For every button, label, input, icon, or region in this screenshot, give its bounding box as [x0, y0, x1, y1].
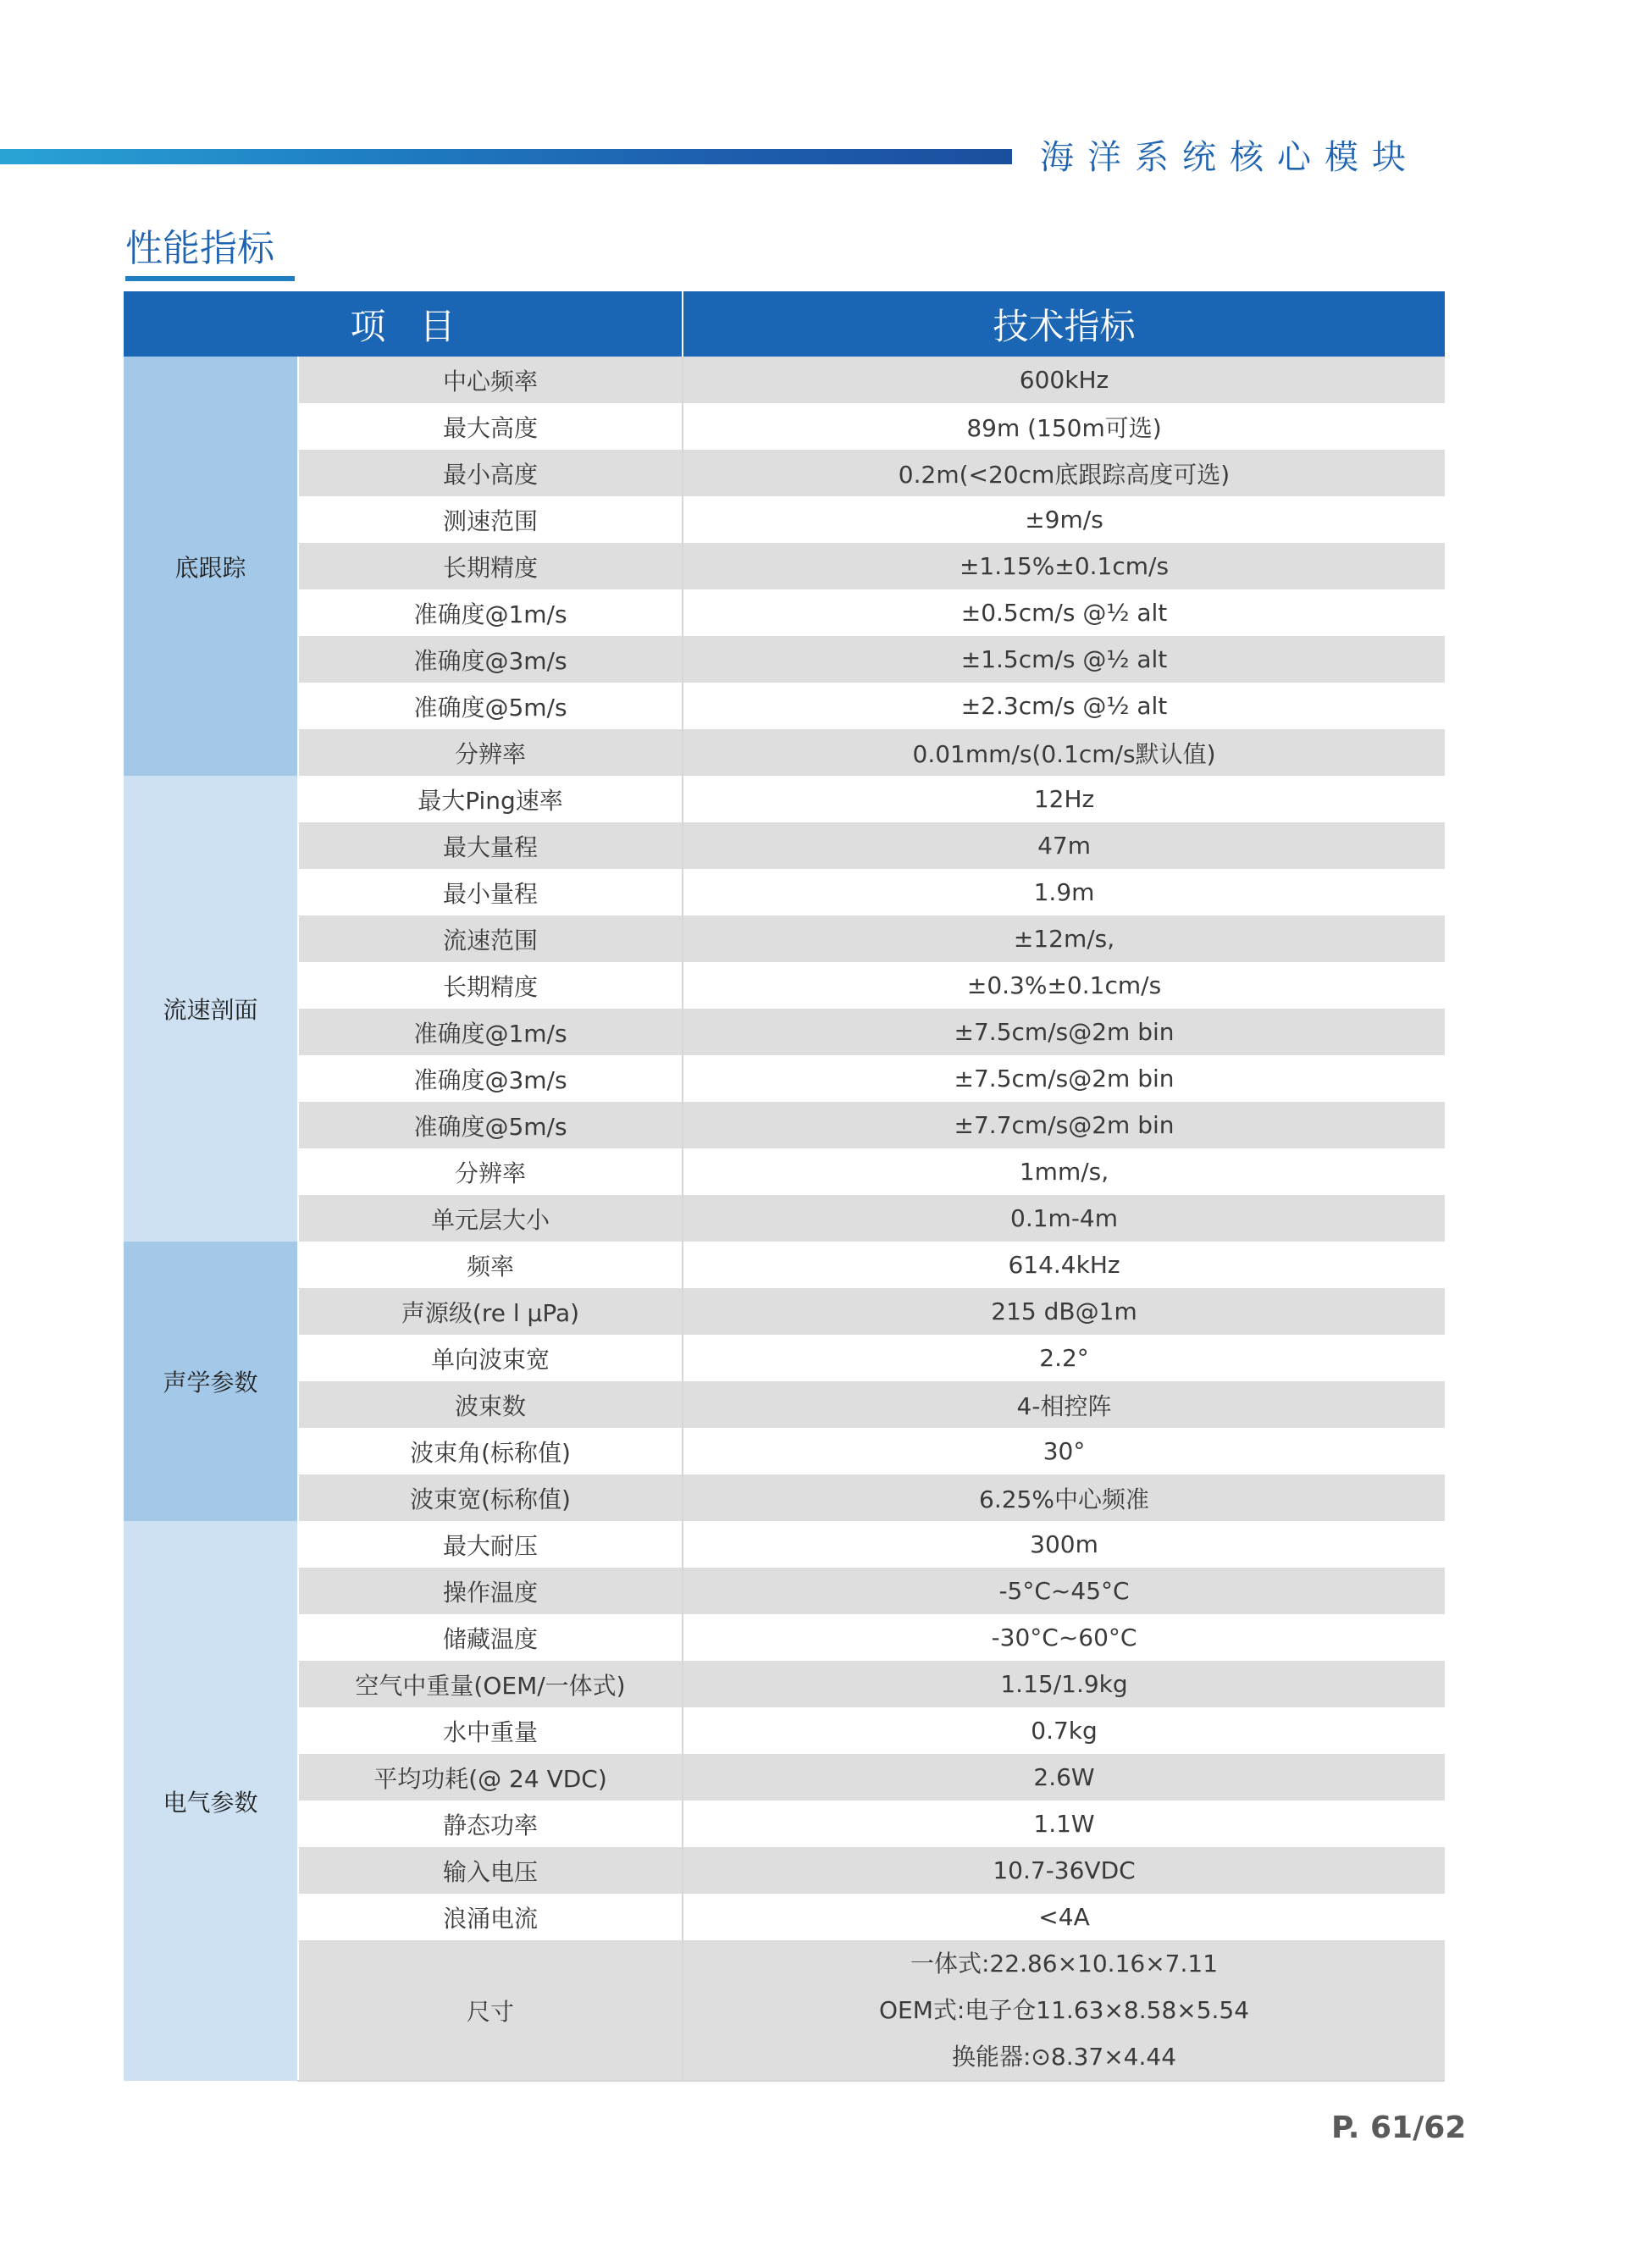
item-cell: 准确度@5m/s	[298, 683, 683, 729]
value-cell: 2.2°	[683, 1335, 1445, 1381]
value-cell: 300m	[683, 1521, 1445, 1568]
item-cell: 单向波束宽	[298, 1335, 683, 1381]
header-accent-bar	[0, 149, 1012, 164]
table-row	[124, 915, 1445, 962]
section-title: 性能指标	[125, 227, 274, 270]
spec-table	[124, 291, 1445, 2082]
dimension-line: 换能器:⊙8.37×4.44	[951, 2043, 1177, 2071]
value-cell: 1.9m	[683, 869, 1445, 915]
value-cell: ±2.3cm/s @½ alt	[683, 683, 1445, 729]
category-cell-bottom-tracking: 底跟踪	[124, 357, 298, 776]
value-cell: 10.7-36VDC	[683, 1847, 1445, 1894]
table-row	[124, 1568, 1445, 1614]
item-cell: 中心频率	[298, 357, 683, 403]
table-row	[124, 1661, 1445, 1707]
item-cell: 波束数	[298, 1381, 683, 1428]
table-row	[124, 1102, 1445, 1148]
dimension-line: OEM式:电子仓11.63×8.58×5.54	[878, 1996, 1250, 2024]
table-row	[124, 543, 1445, 589]
value-cell: ±1.5cm/s @½ alt	[683, 636, 1445, 683]
value-cell: 6.25%中心频准	[683, 1474, 1445, 1521]
value-cell: ±0.3%±0.1cm/s	[683, 962, 1445, 1009]
value-cell: 1mm/s,	[683, 1148, 1445, 1195]
table-row	[124, 776, 1445, 822]
table-row	[124, 1335, 1445, 1381]
value-cell: <4A	[683, 1894, 1445, 1940]
value-cell: 30°	[683, 1428, 1445, 1474]
value-cell: ±7.5cm/s@2m bin	[683, 1009, 1445, 1055]
table-row	[124, 403, 1445, 450]
table-row	[124, 1009, 1445, 1055]
item-cell: 频率	[298, 1242, 683, 1288]
item-cell: 最小量程	[298, 869, 683, 915]
table-row	[124, 822, 1445, 869]
table-row	[124, 636, 1445, 683]
table-row	[124, 1381, 1445, 1428]
table-row	[124, 1428, 1445, 1474]
item-cell: 输入电压	[298, 1847, 683, 1894]
table-row	[124, 1894, 1445, 1940]
item-cell: 平均功耗(@ 24 VDC)	[298, 1754, 683, 1801]
value-cell: 1.15/1.9kg	[683, 1661, 1445, 1707]
table-row	[124, 496, 1445, 543]
value-cell: 12Hz	[683, 776, 1445, 822]
item-cell: 最大量程	[298, 822, 683, 869]
table-row	[124, 1055, 1445, 1102]
item-cell: 分辨率	[298, 1148, 683, 1195]
item-cell: 最小高度	[298, 450, 683, 496]
item-cell: 波束角(标称值)	[298, 1428, 683, 1474]
item-cell: 操作温度	[298, 1568, 683, 1614]
value-cell-dimensions	[683, 1940, 1445, 2081]
value-cell: 600kHz	[683, 357, 1445, 403]
item-cell: 准确度@1m/s	[298, 589, 683, 636]
item-cell: 准确度@3m/s	[298, 636, 683, 683]
item-cell: 最大Ping速率	[298, 776, 683, 822]
column-header-spec: 技术指标	[683, 291, 1445, 357]
item-cell: 尺寸	[298, 1940, 683, 2081]
table-row	[124, 683, 1445, 729]
table-row	[124, 450, 1445, 496]
table-row	[124, 1847, 1445, 1894]
column-header-item: 项目	[124, 291, 683, 357]
value-cell: 215 dB@1m	[683, 1288, 1445, 1335]
value-cell: 614.4kHz	[683, 1242, 1445, 1288]
header-brand-title: 海洋系统核心模块	[1040, 138, 1419, 177]
value-cell: 0.2m(<20cm底跟踪高度可选)	[683, 450, 1445, 496]
item-cell: 声源级(re l μPa)	[298, 1288, 683, 1335]
item-cell: 静态功率	[298, 1801, 683, 1847]
table-row	[124, 1148, 1445, 1195]
value-cell: ±0.5cm/s @½ alt	[683, 589, 1445, 636]
table-row	[124, 1940, 1445, 2081]
item-cell: 波束宽(标称值)	[298, 1474, 683, 1521]
item-cell: 最大耐压	[298, 1521, 683, 1568]
value-cell: -5°C~45°C	[683, 1568, 1445, 1614]
value-cell: 2.6W	[683, 1754, 1445, 1801]
table-row	[124, 962, 1445, 1009]
value-cell: 47m	[683, 822, 1445, 869]
item-cell: 单元层大小	[298, 1195, 683, 1242]
item-cell: 流速范围	[298, 915, 683, 962]
item-cell: 水中重量	[298, 1707, 683, 1754]
value-cell: 89m (150m可选)	[683, 403, 1445, 450]
item-cell: 储藏温度	[298, 1614, 683, 1661]
value-cell: 4-相控阵	[683, 1381, 1445, 1428]
table-row	[124, 1614, 1445, 1661]
value-cell: -30°C~60°C	[683, 1614, 1445, 1661]
table-row	[124, 1754, 1445, 1801]
table-row	[124, 357, 1445, 403]
value-cell: ±7.7cm/s@2m bin	[683, 1102, 1445, 1148]
table-row	[124, 1195, 1445, 1242]
value-cell: 0.1m-4m	[683, 1195, 1445, 1242]
value-cell: ±9m/s	[683, 496, 1445, 543]
table-row	[124, 1707, 1445, 1754]
item-cell: 长期精度	[298, 962, 683, 1009]
item-cell: 测速范围	[298, 496, 683, 543]
dimension-line: 一体式:22.86×10.16×7.11	[910, 1950, 1219, 1978]
value-cell: 0.7kg	[683, 1707, 1445, 1754]
item-cell: 准确度@1m/s	[298, 1009, 683, 1055]
item-cell: 准确度@3m/s	[298, 1055, 683, 1102]
value-cell: 1.1W	[683, 1801, 1445, 1847]
item-cell: 分辨率	[298, 729, 683, 776]
item-cell: 准确度@5m/s	[298, 1102, 683, 1148]
table-row	[124, 1801, 1445, 1847]
table-header-row	[124, 291, 1445, 357]
category-cell-electrical: 电气参数	[124, 1521, 298, 2081]
table-row	[124, 729, 1445, 776]
value-cell: ±12m/s,	[683, 915, 1445, 962]
table-row	[124, 1521, 1445, 1568]
category-cell-current-profile: 流速剖面	[124, 776, 298, 1242]
table-row	[124, 1474, 1445, 1521]
table-row	[124, 589, 1445, 636]
item-cell: 长期精度	[298, 543, 683, 589]
item-cell: 浪涌电流	[298, 1894, 683, 1940]
item-cell: 最大高度	[298, 403, 683, 450]
page-number: P. 61/62	[1331, 2110, 1467, 2145]
table-row	[124, 1242, 1445, 1288]
table-row	[124, 869, 1445, 915]
section-title-underline	[125, 276, 295, 281]
item-cell: 空气中重量(OEM/一体式)	[298, 1661, 683, 1707]
table-row	[124, 1288, 1445, 1335]
category-cell-acoustic: 声学参数	[124, 1242, 298, 1521]
value-cell: ±7.5cm/s@2m bin	[683, 1055, 1445, 1102]
value-cell: 0.01mm/s(0.1cm/s默认值)	[683, 729, 1445, 776]
value-cell: ±1.15%±0.1cm/s	[683, 543, 1445, 589]
